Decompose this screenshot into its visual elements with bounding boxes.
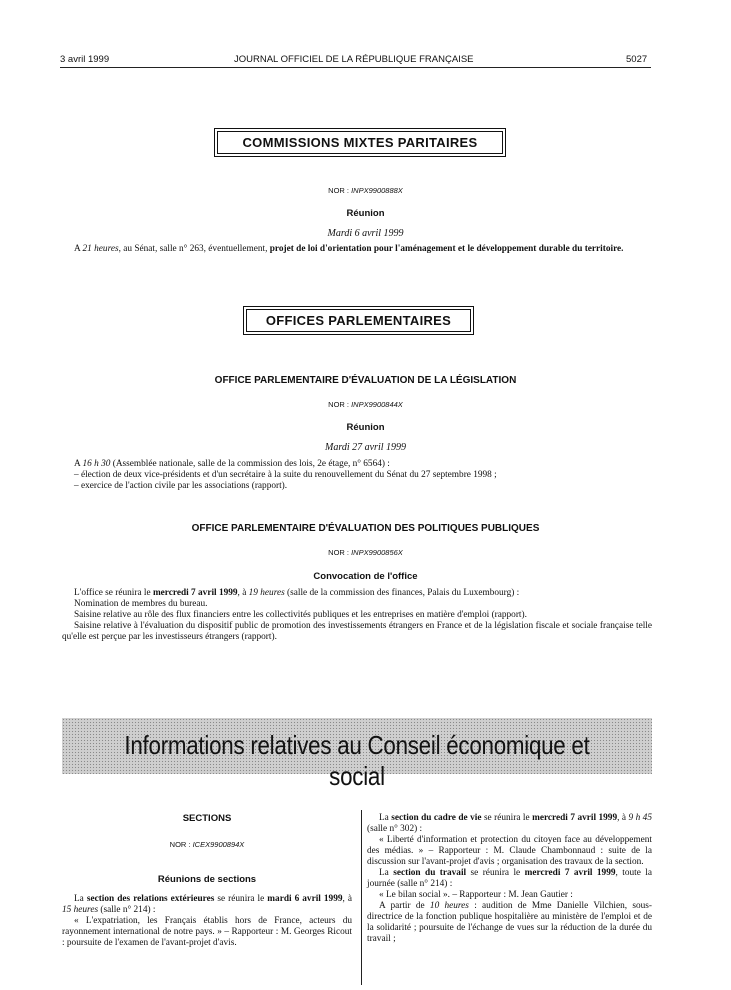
left-p1-bold2: mardi 6 avril 1999: [267, 894, 343, 904]
legislation-line-3: – exercice de l'action civile par les associations (rapport).: [74, 481, 288, 491]
politiques-nor-code: INPX9900856X: [351, 548, 403, 557]
cmp-nor: NOR : INPX9900888X: [328, 186, 403, 195]
cmp-subtitle: Réunion: [346, 208, 385, 219]
politiques-line-1-time: 19 heures: [248, 588, 285, 598]
cmp-text: [62, 244, 652, 255]
politiques-line-1: [62, 588, 652, 599]
legislation-line-2: – élection de deux vice-présidents et d'un secrétaire à la suite du renouvellement du Sénat du 27 septembre 1998 ;: [74, 470, 497, 480]
right-p3-bold2: mercredi 7 avril 1999: [524, 868, 616, 878]
legislation-title: OFFICE PARLEMENTAIRE D'ÉVALUATION DE LA LÉGISLATION: [214, 375, 517, 386]
header-page-number: 5027: [626, 54, 648, 65]
left-p1-time: 15 heures: [62, 905, 99, 915]
right-p5-time: 10 heures: [429, 901, 469, 911]
ces-banner-title: Informations relatives au Conseil économique et social: [124, 730, 590, 791]
cmp-text-bold: projet de loi d'orientation pour l'aménagement et le développement durable du territoire.: [269, 244, 624, 254]
sections-title: SECTIONS: [182, 813, 232, 824]
left-paragraph-1: [62, 894, 352, 916]
politiques-line-2: Nomination de membres du bureau.: [74, 599, 208, 609]
right-p3-mid: se réunira le: [466, 868, 525, 878]
header-rule: [60, 67, 651, 68]
column-rule: [361, 810, 362, 985]
legislation-nor: NOR : INPX9900844X: [328, 400, 403, 409]
cmp-text-time: 21 heures: [82, 244, 119, 254]
politiques-title: OFFICE PARLEMENTAIRE D'ÉVALUATION DES POLITIQUES PUBLIQUES: [191, 523, 540, 534]
legislation-line-1-time: 16 h 30: [82, 459, 111, 469]
cmp-title-box: [214, 128, 506, 157]
cmp-text-mid: , au Sénat, salle n° 263, éventuellement,: [118, 244, 270, 254]
cmp-title: COMMISSIONS MIXTES PARITAIRES: [217, 131, 503, 154]
offices-title: OFFICES PARLEMENTAIRES: [246, 309, 471, 332]
legislation-line-1: [62, 459, 652, 470]
reunions-title: Réunions de sections: [157, 874, 257, 885]
politiques-text: [62, 588, 652, 643]
politiques-line-4: Saisine relative à l'évaluation du dispositif public de promotion des investissements étrangers en France et de la législation fiscale et sociale française telle qu'elle est perçue par les investisseurs étrangers (rapport).: [62, 621, 652, 642]
legislation-subtitle: Réunion: [346, 422, 385, 433]
right-p5-post: : audition de Mme Danielle Vilchien, sous-directrice de la fonction publique hospitalière au ministère de l'emploi et de la solidarité ; poursuite de l'échange de vues sur la réduction de la durée du travail ;: [367, 901, 652, 944]
header-date: 3 avril 1999: [60, 54, 110, 65]
right-paragraph-3: [367, 868, 652, 890]
right-p3-bold1: section du travail: [393, 868, 467, 878]
right-p3-post: , toute la journée (salle n° 214) :: [367, 868, 652, 889]
right-p1-time: 9 h 45: [628, 813, 652, 823]
ces-banner: [62, 718, 652, 791]
legislation-line-1-post: (Assemblée nationale, salle de la commission des lois, 2e étage, n° 6564) :: [110, 459, 390, 469]
right-paragraph-2: « Liberté d'information et protection du citoyen face au développement des médias. » – Rapporteur : M. Claude Chambonnaud : suite de la discussion sur l'avant-projet d'avis ; organisation des travaux de la section.: [367, 835, 652, 867]
politiques-line-3: Saisine relative au rôle des flux financiers entre les collectivités publiques et les entreprises en matière d'emploi (rapport).: [74, 610, 527, 620]
legislation-text: [62, 459, 652, 492]
right-column-text: [367, 813, 652, 945]
cmp-text-pre: A: [74, 244, 83, 254]
legislation-line-1-pre: A: [74, 459, 83, 469]
right-p1-post: (salle n° 302) :: [367, 824, 423, 834]
left-p1-post: (salle n° 214) :: [98, 905, 156, 915]
cmp-paragraph: [62, 244, 652, 255]
right-p3-pre: La: [379, 868, 394, 878]
ces-nor-code: ICEX9900894X: [192, 840, 245, 849]
cmp-date: Mardi 6 avril 1999: [327, 228, 404, 239]
left-p1-pre: La: [74, 894, 87, 904]
legislation-nor-code: INPX9900844X: [351, 400, 403, 409]
right-paragraph-5: [367, 901, 652, 945]
cmp-nor-code: INPX9900888X: [351, 186, 403, 195]
politiques-line-1-mid: , à: [237, 588, 249, 598]
right-p1-pre: La: [379, 813, 392, 823]
left-p1-mid: se réunira le: [214, 894, 268, 904]
left-column-text: [62, 894, 352, 949]
politiques-subtitle: Convocation de l'office: [313, 571, 418, 582]
left-p1-bold1: section des relations extérieures: [86, 894, 215, 904]
right-paragraph-1: [367, 813, 652, 835]
offices-title-box: [243, 306, 474, 335]
left-paragraph-2: « L'expatriation, les Français établis hors de France, acteurs du rayonnement international de notre pays. » – Rapporteur : M. Georges Ricout : poursuite de l'examen de l'avant-projet d'avis.: [62, 916, 352, 948]
right-p1-mid: se réunira le: [481, 813, 533, 823]
right-p1-bold2: mercredi 7 avril 1999: [532, 813, 618, 823]
right-p1-mid2: , à: [617, 813, 629, 823]
ces-nor: NOR : ICEX9900894X: [169, 840, 245, 849]
right-p1-bold1: section du cadre de vie: [391, 813, 482, 823]
legislation-date: Mardi 27 avril 1999: [324, 442, 406, 453]
politiques-line-1-bold: mercredi 7 avril 1999: [152, 588, 238, 598]
header-journal-title: JOURNAL OFFICIEL DE LA RÉPUBLIQUE FRANÇAISE: [234, 54, 474, 65]
politiques-line-1-pre: L'office se réunira le: [74, 588, 153, 598]
left-p1-mid2: , à: [342, 894, 353, 904]
politiques-nor: NOR : INPX9900856X: [328, 548, 403, 557]
right-p5-pre: A partir de: [379, 901, 430, 911]
right-paragraph-4: « Le bilan social ». – Rapporteur : M. Jean Gautier :: [379, 890, 573, 900]
politiques-line-1-post: (salle de la commission des finances, Palais du Luxembourg) :: [284, 588, 520, 598]
